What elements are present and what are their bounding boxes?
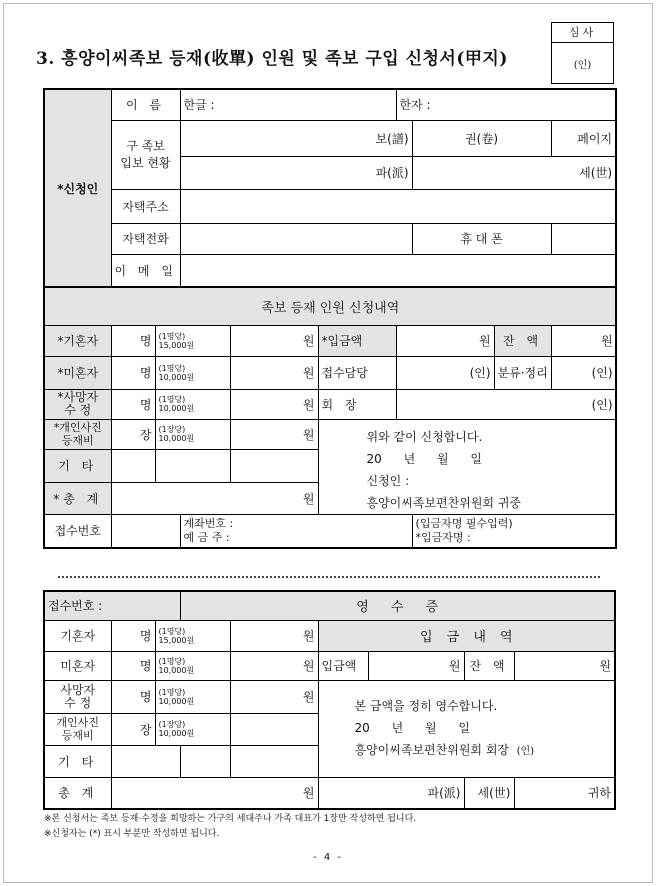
deceased-amount[interactable]: 원 bbox=[230, 389, 318, 419]
review-seal: (인) bbox=[573, 60, 592, 71]
application-statement bbox=[318, 419, 616, 514]
gwon-field[interactable]: 권(卷) bbox=[412, 120, 551, 156]
other-field-1[interactable] bbox=[111, 449, 155, 482]
receipt-statement bbox=[318, 680, 615, 777]
unmarried-unit[interactable]: 명 bbox=[111, 356, 155, 389]
r-married-amount[interactable]: 원 bbox=[230, 620, 318, 651]
r-married-unit[interactable]: 명 bbox=[111, 620, 155, 651]
balance-label: 잔 액 bbox=[494, 325, 551, 356]
r-se-field[interactable]: 세(世) bbox=[464, 777, 514, 809]
pa-field[interactable]: 파(派) bbox=[180, 156, 412, 189]
name-hangul-field[interactable]: 한글 : bbox=[180, 89, 396, 120]
r-total-label: 총 계 bbox=[44, 777, 111, 809]
r-other-field-1[interactable] bbox=[111, 745, 180, 777]
review-label: 심사 bbox=[552, 23, 613, 43]
deposit-name-label[interactable]: *입금자명 : bbox=[415, 530, 471, 544]
other-label: 기 타 bbox=[44, 449, 111, 482]
r-gwiha: 귀하 bbox=[514, 777, 615, 809]
married-label: *기혼자 bbox=[44, 325, 111, 356]
other-field-2[interactable] bbox=[155, 449, 230, 482]
receipt-title: 영 수 증 bbox=[180, 591, 615, 620]
total-label: *총 계 bbox=[44, 483, 111, 514]
r-unmarried-unit[interactable]: 명 bbox=[111, 651, 155, 680]
r-deposit-amount[interactable]: 원 bbox=[368, 651, 464, 680]
applicant-sign[interactable]: 신청인 : bbox=[366, 473, 410, 488]
photo-unit[interactable]: 장 bbox=[111, 419, 155, 449]
committee-recipient: 흥양이씨족보편찬위원회 귀중 bbox=[366, 495, 522, 510]
registration-header: 족보 등재 인원 신청내역 bbox=[44, 287, 616, 325]
receipt-number-label: 접수번호 : bbox=[44, 591, 180, 620]
chair-seal[interactable]: (인) bbox=[396, 389, 616, 419]
r-total-amount[interactable]: 원 bbox=[111, 777, 318, 809]
review-box bbox=[551, 22, 614, 84]
cut-line bbox=[58, 576, 600, 578]
application-table bbox=[43, 88, 617, 549]
account-info bbox=[180, 514, 412, 548]
receipt-confirm-text: 본 금액을 정히 영수합니다. bbox=[354, 698, 498, 713]
r-photo-unit[interactable]: 장 bbox=[111, 713, 155, 745]
old-record-label: 구 족보 입보 현황 bbox=[111, 120, 180, 189]
apply-date[interactable]: 20 년 월 일 bbox=[366, 451, 482, 466]
mobile-label: 휴 대 폰 bbox=[412, 223, 551, 254]
r-unmarried-label: 미혼자 bbox=[44, 651, 111, 680]
depositor-label[interactable]: 예 금 주 : bbox=[183, 530, 230, 544]
unmarried-rate: (1명당) 10,000원 bbox=[158, 363, 195, 382]
r-deposit-label: 입금액 bbox=[318, 651, 368, 680]
r-photo-label: 개인사진 등재비 bbox=[44, 713, 111, 745]
unmarried-amount[interactable]: 원 bbox=[230, 356, 318, 389]
married-unit[interactable]: 명 bbox=[111, 325, 155, 356]
receipt-staff-seal[interactable]: (인) bbox=[396, 356, 494, 389]
mobile-field[interactable] bbox=[551, 223, 616, 254]
phone-label: 자택전화 bbox=[111, 223, 180, 254]
chair-label: 회 장 bbox=[318, 389, 396, 419]
applicant-section-label: *신청인 bbox=[44, 89, 111, 287]
balance-amount[interactable]: 원 bbox=[551, 325, 616, 356]
note-2: ※신청자는 (*) 표시 부분만 작성하면 됩니다. bbox=[44, 829, 220, 839]
name-hanja-field[interactable]: 한자 : bbox=[396, 89, 616, 120]
r-deceased-rate: (1명당) 10,000원 bbox=[158, 687, 195, 706]
unmarried-label: *미혼자 bbox=[44, 356, 111, 389]
r-photo-amount[interactable] bbox=[230, 713, 318, 745]
email-label: 이 메 일 bbox=[111, 254, 180, 287]
r-deceased-label: 사망자 수 정 bbox=[44, 680, 111, 713]
other-field-3[interactable] bbox=[230, 449, 318, 482]
deposit-amount[interactable]: 원 bbox=[396, 325, 494, 356]
sort-seal[interactable]: (인) bbox=[551, 356, 616, 389]
photo-label: *개인사진 등재비 bbox=[44, 419, 111, 449]
r-photo-rate: (1장당) 10,000원 bbox=[158, 720, 195, 738]
page-field[interactable]: 페이지 bbox=[551, 120, 616, 156]
r-balance-label: 잔 액 bbox=[464, 651, 514, 680]
deposit-label: *입금액 bbox=[318, 325, 396, 356]
address-field[interactable] bbox=[180, 189, 616, 223]
deposit-name-info bbox=[412, 514, 616, 548]
bo-field[interactable]: 보(譜) bbox=[180, 120, 412, 156]
deceased-label: *사망자 수 정 bbox=[44, 389, 111, 419]
married-rate: (1명당) 15,000원 bbox=[158, 331, 195, 350]
r-deceased-amount[interactable]: 원 bbox=[230, 680, 318, 713]
r-married-label: 기혼자 bbox=[44, 620, 111, 651]
address-label: 자택주소 bbox=[111, 189, 180, 223]
deceased-unit[interactable]: 명 bbox=[111, 389, 155, 419]
receipt-no-field[interactable] bbox=[111, 514, 180, 548]
phone-field[interactable] bbox=[180, 223, 412, 254]
email-field[interactable] bbox=[180, 254, 616, 287]
receipt-date[interactable]: 20 년 월 일 bbox=[354, 720, 470, 735]
page-number: - 4 - bbox=[313, 852, 343, 863]
deposit-name-note: (입금자명 필수입력) bbox=[415, 516, 513, 530]
sort-label: 분류·정리 bbox=[494, 356, 551, 389]
r-other-field-3[interactable] bbox=[230, 745, 318, 777]
r-balance-amount[interactable]: 원 bbox=[514, 651, 615, 680]
name-label: 이 름 bbox=[111, 89, 180, 120]
photo-amount[interactable]: 원 bbox=[230, 419, 318, 449]
receipt-staff-label: 접수담당 bbox=[318, 356, 396, 389]
se-field[interactable]: 세(世) bbox=[412, 156, 616, 189]
form-title: 3. 흥양이씨족보 등재(收單) 인원 및 족보 구입 신청서(甲지) bbox=[36, 49, 508, 69]
r-unmarried-amount[interactable]: 원 bbox=[230, 651, 318, 680]
r-pa-field[interactable]: 파(派) bbox=[318, 777, 464, 809]
receipt-table bbox=[43, 590, 616, 810]
receipt-signer: 흥양이씨족보편찬위원회 회장 bbox=[354, 742, 510, 757]
receipt-seal[interactable]: (인) bbox=[516, 745, 535, 757]
apply-text: 위와 같이 신청합니다. bbox=[366, 429, 483, 444]
r-married-rate: (1명당) 15,000원 bbox=[158, 626, 195, 645]
r-unmarried-rate: (1명당) 10,000원 bbox=[158, 656, 195, 675]
r-other-label: 기 타 bbox=[44, 745, 111, 777]
account-label[interactable]: 계좌번호 : bbox=[183, 516, 234, 530]
married-amount[interactable]: 원 bbox=[230, 325, 318, 356]
deposit-detail-header: 입 금 내 역 bbox=[318, 620, 615, 651]
note-1: ※본 신청서는 족보 등재·수정을 희망하는 가구의 세대주나 가족 대표가 1장만 작성하면 됩니다. bbox=[44, 814, 417, 824]
deceased-rate: (1명당) 10,000원 bbox=[158, 395, 195, 413]
r-deceased-unit[interactable]: 명 bbox=[111, 680, 155, 713]
r-other-field-2[interactable] bbox=[180, 745, 230, 777]
receipt-no-label: 접수번호 bbox=[44, 514, 111, 548]
photo-rate: (1장당) 10,000원 bbox=[158, 425, 195, 444]
total-amount[interactable]: 원 bbox=[111, 483, 318, 514]
